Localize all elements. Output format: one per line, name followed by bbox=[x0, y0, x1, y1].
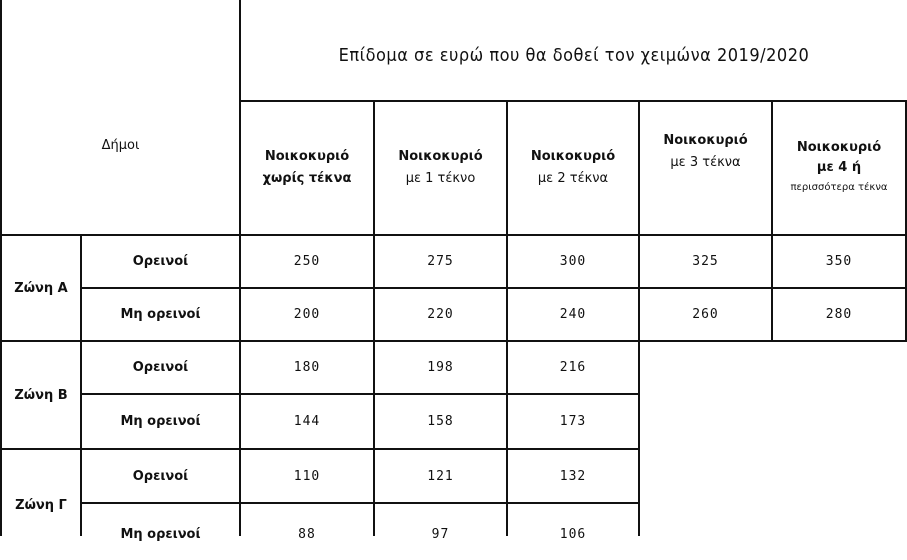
table-cell: 220 bbox=[427, 307, 454, 322]
table-cell: 173 bbox=[559, 414, 587, 429]
row-label: Ορεινοί bbox=[132, 468, 189, 484]
row-label: Μη ορεινοί bbox=[120, 526, 201, 542]
col-header-1 bbox=[375, 102, 506, 234]
col-header-1-line2: με 1 τέκνο bbox=[405, 171, 476, 186]
row-label: Μη ορεινοί bbox=[120, 307, 201, 322]
col-header-0-line1: Νοικοκυριό bbox=[264, 149, 350, 164]
municipalities-header: Δήμοι bbox=[101, 137, 140, 153]
col-header-2-line1: Νοικοκυριό bbox=[530, 149, 616, 164]
zone-b-label: Ζώνη Β bbox=[14, 387, 68, 403]
table-cell: 158 bbox=[427, 414, 454, 429]
zoneC-row-sep bbox=[80, 502, 638, 504]
col-header-2 bbox=[508, 102, 638, 234]
col-header-0 bbox=[241, 102, 373, 234]
table-cell: 132 bbox=[559, 468, 587, 484]
col-header-4-line2: με 4 ή bbox=[816, 160, 862, 175]
col-header-1-line1: Νοικοκυριό bbox=[398, 149, 483, 164]
col-header-3-line1: Νοικοκυριό bbox=[663, 133, 748, 148]
table-cell: 280 bbox=[825, 307, 853, 322]
col-header-4-line1: Νοικοκυριό bbox=[796, 140, 882, 155]
zone-c-label: Ζώνη Γ bbox=[15, 497, 67, 513]
table-cell: 180 bbox=[293, 360, 321, 375]
zone-a-label: Ζώνη Α bbox=[14, 280, 68, 296]
table-cell: 121 bbox=[427, 468, 454, 484]
table-cell: 88 bbox=[298, 526, 316, 542]
table-cell: 198 bbox=[427, 360, 454, 375]
table-cell: 110 bbox=[293, 468, 321, 484]
row-label: Ορεινοί bbox=[132, 254, 189, 269]
table-cell: 325 bbox=[692, 254, 719, 269]
table-cell: 240 bbox=[559, 307, 587, 322]
table-cell: 260 bbox=[692, 307, 719, 322]
col-header-0-line2: χωρίς τέκνα bbox=[262, 171, 352, 186]
col-header-3 bbox=[640, 102, 771, 202]
col-header-4 bbox=[773, 102, 905, 234]
table-title: Επίδομα σε ευρώ που θα δοθεί τον χειμώνα 2019/2020 bbox=[338, 44, 810, 66]
row-label: Ορεινοί bbox=[132, 360, 189, 375]
table-cell: 350 bbox=[825, 254, 853, 269]
table-cell: 250 bbox=[293, 254, 321, 269]
table-cell: 106 bbox=[559, 526, 587, 542]
col-header-2-line2: με 2 τέκνα bbox=[537, 171, 609, 186]
table-cell: 97 bbox=[431, 526, 450, 542]
table-cell: 144 bbox=[293, 414, 321, 429]
col-header-3-line2: με 3 τέκνα bbox=[670, 155, 741, 170]
row-label: Μη ορεινοί bbox=[120, 414, 201, 429]
table-cell: 216 bbox=[559, 360, 587, 375]
table-cell: 300 bbox=[559, 254, 587, 269]
col-header-4-line3: περισσότερα τέκνα bbox=[790, 182, 888, 193]
table-cell: 275 bbox=[427, 254, 454, 269]
table-cell: 200 bbox=[293, 307, 321, 322]
